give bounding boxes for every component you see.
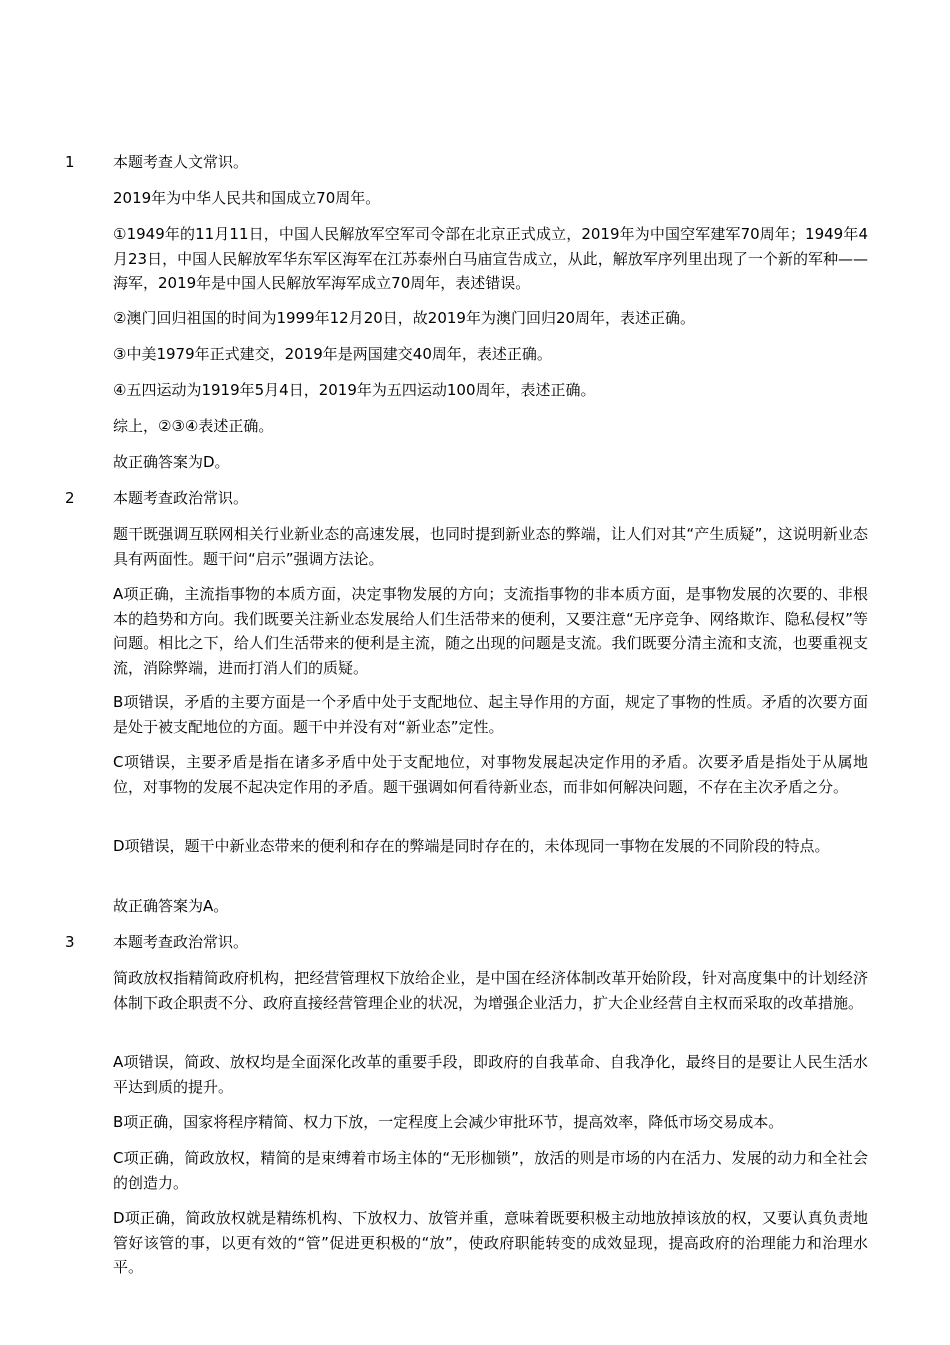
question-paragraph: 2019年为中华人民共和国成立70周年。	[113, 189, 381, 207]
question-paragraph: C项错误，主要矛盾是指在诸多矛盾中处于支配地位，对事物发展起决定作用的矛盾。次要矛盾是指处于从属地位，对事物的发展不起决定作用的矛盾。题干强调如何看待新业态，而非如何解决问题，不存在主次矛盾之分。	[113, 753, 868, 796]
question-paragraph: C项正确，简政放权，精简的是束缚着市场主体的“无形枷锁”，放活的则是市场的内在活力、发展的动力和全社会的创造力。	[113, 1149, 868, 1192]
question-paragraph: A项正确，主流指事物的本质方面，决定事物发展的方向；支流指事物的非本质方面，是事物发展的次要的、非根本的趋势和方向。我们既要关注新业态发展给人们生活带来的便利，又要注意“无序竞争、网络欺诈、隐私侵权”等问题。相比之下，给人们生活带来的便利是主流，随之出现的问题是支流。我们既要分清主流和支流，也要重视支流，消除弊端，进而打消人们的质疑。	[113, 585, 868, 677]
question-paragraph: D项正确，简政放权就是精练机构、下放权力、放管并重，意味着既要积极主动地放掉该放的权，又要认真负责地管好该管的事，以更有效的“管”促进更积极的“放”，使政府职能转变的成效显现，提高政府的治理能力和治理水平。	[113, 1209, 868, 1276]
question-paragraph: 故正确答案为A。	[113, 897, 229, 915]
question-number: 3	[65, 933, 75, 951]
question-paragraph: A项错误，简政、放权均是全面深化改革的重要手段，即政府的自我革命、自我净化，最终目的是要让人民生活水平达到质的提升。	[113, 1053, 868, 1096]
question-paragraph: 故正确答案为D。	[113, 453, 230, 471]
question-number: 1	[65, 153, 75, 171]
question-paragraph: ①1949年的11月11日，中国人民解放军空军司令部在北京正式成立，2019年为中国空军建军70周年；1949年4月23日，中国人民解放军华东军区海军在江苏泰州白马庙宣告成立，从此，解放军序列里出现了一个新的军种——海军，2019年是中国人民解放军海军成立70周年，表述错误。	[113, 225, 868, 292]
question-paragraph: 综上，②③④表述正确。	[113, 417, 274, 435]
question-paragraph: 简政放权指精简政府机构，把经营管理权下放给企业，是中国在经济体制改革开始阶段，针对高度集中的计划经济体制下政企职责不分、政府直接经营管理企业的状况，为增强企业活力，扩大企业经营自主权而采取的改革措施。	[113, 969, 868, 1012]
question-paragraph: 题干既强调互联网相关行业新业态的高速发展，也同时提到新业态的弊端，让人们对其“产生质疑”，这说明新业态具有两面性。题干问“启示”强调方法论。	[113, 525, 868, 568]
question-paragraph: 本题考查政治常识。	[113, 489, 249, 507]
question-paragraph: D项错误，题干中新业态带来的便利和存在的弊端是同时存在的，未体现同一事物在发展的不同阶段的特点。	[113, 837, 830, 855]
question-paragraph: ③中美1979年正式建交，2019年是两国建交40周年，表述正确。	[113, 345, 552, 363]
question-paragraph: ②澳门回归祖国的时间为1999年12月20日，故2019年为澳门回归20周年，表述正确。	[113, 309, 696, 327]
question-paragraph: B项错误，矛盾的主要方面是一个矛盾中处于支配地位、起主导作用的方面，规定了事物的性质。矛盾的次要方面是处于被支配地位的方面。题干中并没有对“新业态”定性。	[113, 693, 868, 736]
question-number: 2	[65, 489, 75, 507]
question-paragraph: 本题考查人文常识。	[113, 153, 249, 171]
question-paragraph: B项正确，国家将程序精简、权力下放，一定程度上会减少审批环节，提高效率，降低市场交易成本。	[113, 1113, 784, 1131]
question-paragraph: ④五四运动为1919年5月4日，2019年为五四运动100周年，表述正确。	[113, 381, 596, 399]
question-paragraph: 本题考查政治常识。	[113, 933, 249, 951]
